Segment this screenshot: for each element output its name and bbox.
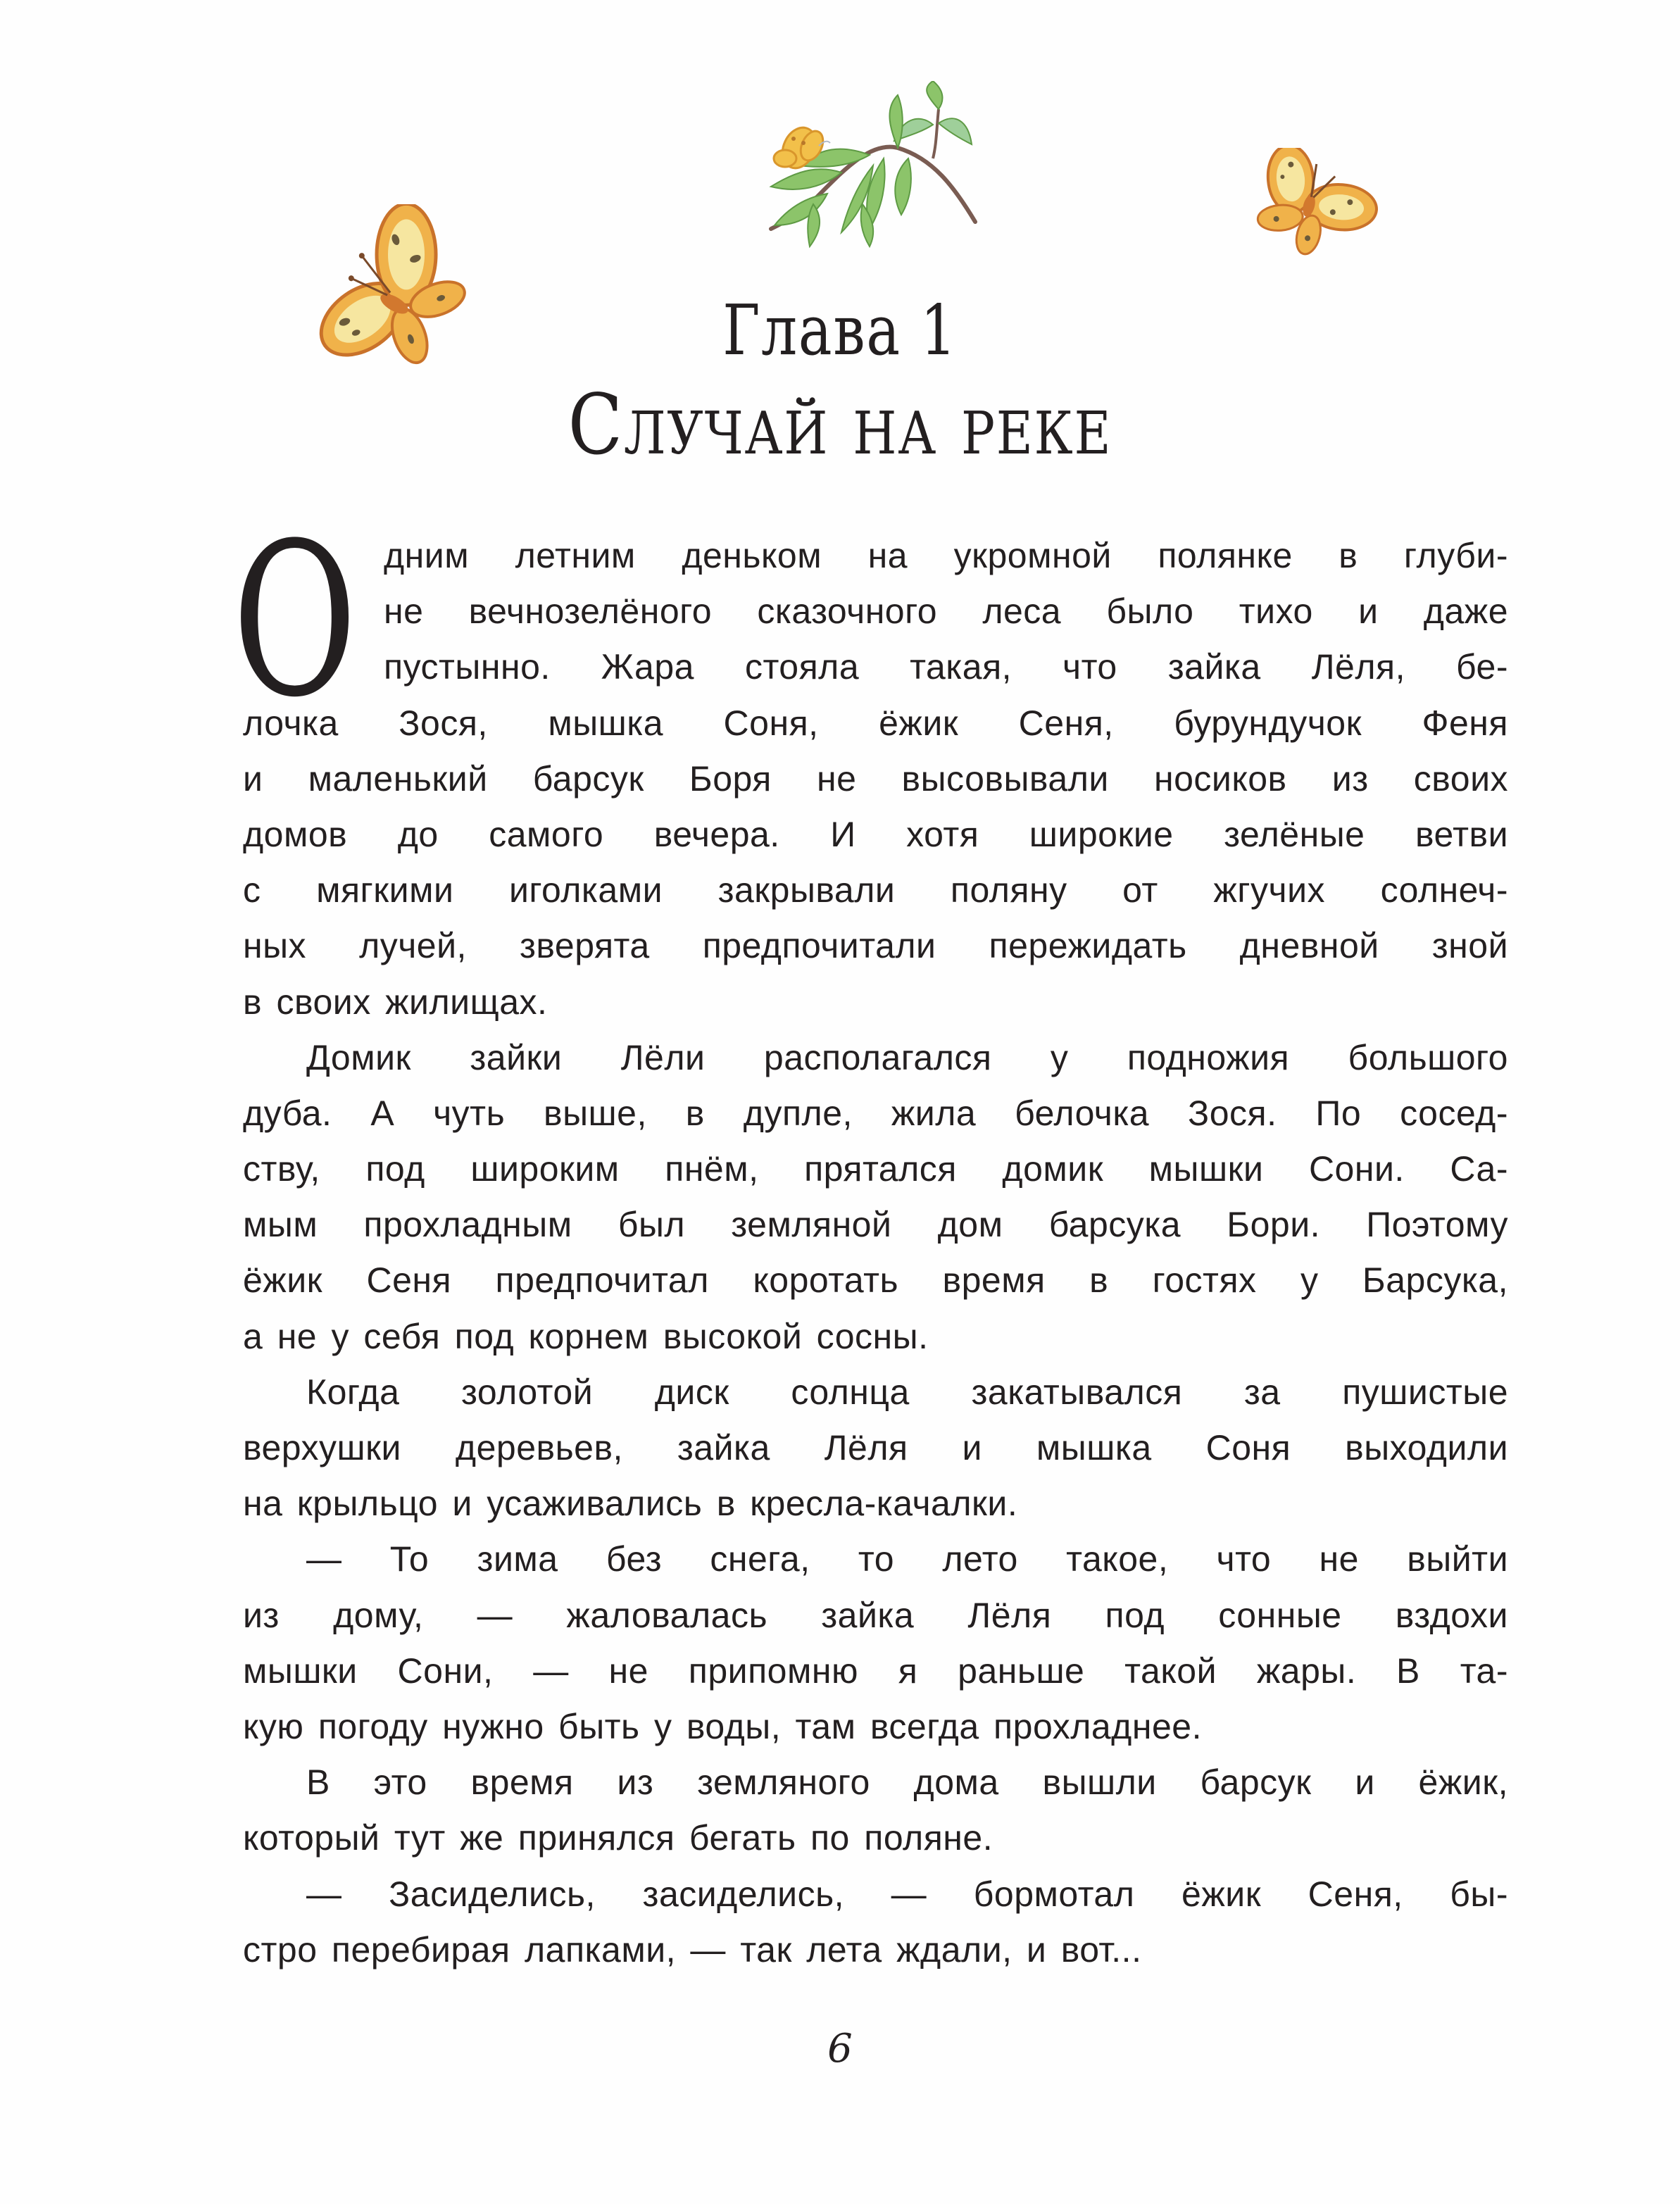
paragraph <box>243 528 1508 1030</box>
text-line: и маленький барсук Боря не высовывали носиков из своих <box>243 758 1508 799</box>
page-number: 6 <box>827 2026 853 2072</box>
text-line: — Засиделись, засиделись, — бормотал ёжик Сеня, бы- <box>306 1874 1508 1914</box>
text-line: лочка Зося, мышка Соня, ёжик Сеня, бурундучок Феня <box>243 703 1508 743</box>
text-line: с мягкими иголками закрывали поляну от жгучих солнеч- <box>243 870 1508 910</box>
text-line: из дому, — жаловалась зайка Лёля под сонные вздохи <box>243 1595 1508 1635</box>
text-line: кую погоду нужно быть у воды, там всегда прохладнее. <box>243 1706 1202 1746</box>
paragraph <box>243 1867 1508 1978</box>
text-line: который тут же принялся бегать по поляне. <box>243 1818 993 1858</box>
text-line: дуба. А чуть выше, в дупле, жила белочка Зося. По сосед- <box>243 1093 1508 1133</box>
text-line: — То зима без снега, то лето такое, что не выйти <box>306 1539 1508 1579</box>
drop-cap: О <box>232 498 358 744</box>
paragraph <box>243 1030 1508 1365</box>
text-line: ных лучей, зверята предпочитали пережидать дневной зной <box>243 926 1508 966</box>
paragraph <box>243 1365 1508 1532</box>
text-line: мышки Сони, — не припомню я раньше такой жары. В та- <box>243 1651 1508 1691</box>
chapter-title: Случай на реке <box>568 376 1112 473</box>
paragraph <box>243 1755 1508 1866</box>
text-line: Домик зайки Лёли располагался у подножия большого <box>306 1037 1508 1077</box>
text-line: верхушки деревьев, зайка Лёля и мышка Соня выходили <box>243 1428 1508 1467</box>
text-line: не вечнозелёного сказочного леса было тихо и даже <box>384 591 1508 632</box>
paragraph <box>243 1532 1508 1755</box>
text-line: домов до самого вечера. И хотя широкие зелёные ветви <box>243 814 1508 854</box>
text-line: стро перебирая лапками, — так лета ждали, и вот... <box>243 1929 1142 1970</box>
text-line: в своих жилищах. <box>243 982 548 1022</box>
text-line: ёжик Сеня предпочитал коротать время в гостях у Барсука, <box>243 1260 1508 1301</box>
body-text <box>243 528 1508 1978</box>
text-line: В это время из земляного дома вышли барсук и ёжик, <box>306 1762 1508 1803</box>
text-line: на крыльцо и усаживались в кресла-качалки. <box>243 1484 1018 1524</box>
text-line: ству, под широким пнём, прятался домик мышки Сони. Са- <box>243 1149 1508 1189</box>
text-line: пустынно. Жара стояла такая, что зайка Лёля, бе- <box>384 647 1508 687</box>
text-line: мым прохладным был земляной дом барсука Бори. Поэтому <box>243 1205 1508 1245</box>
chapter-number: Глава 1 <box>722 291 958 371</box>
text-line: дним летним деньком на укромной полянке в глуби- <box>384 536 1508 575</box>
chapter-heading <box>0 289 1680 473</box>
text-line: Когда золотой диск солнца закатывался за пушистые <box>306 1372 1508 1412</box>
butterfly-right-icon <box>1243 148 1391 261</box>
text-line: а не у себя под корнем высокой сосны. <box>243 1316 929 1356</box>
branch-illustration-icon <box>757 81 989 250</box>
